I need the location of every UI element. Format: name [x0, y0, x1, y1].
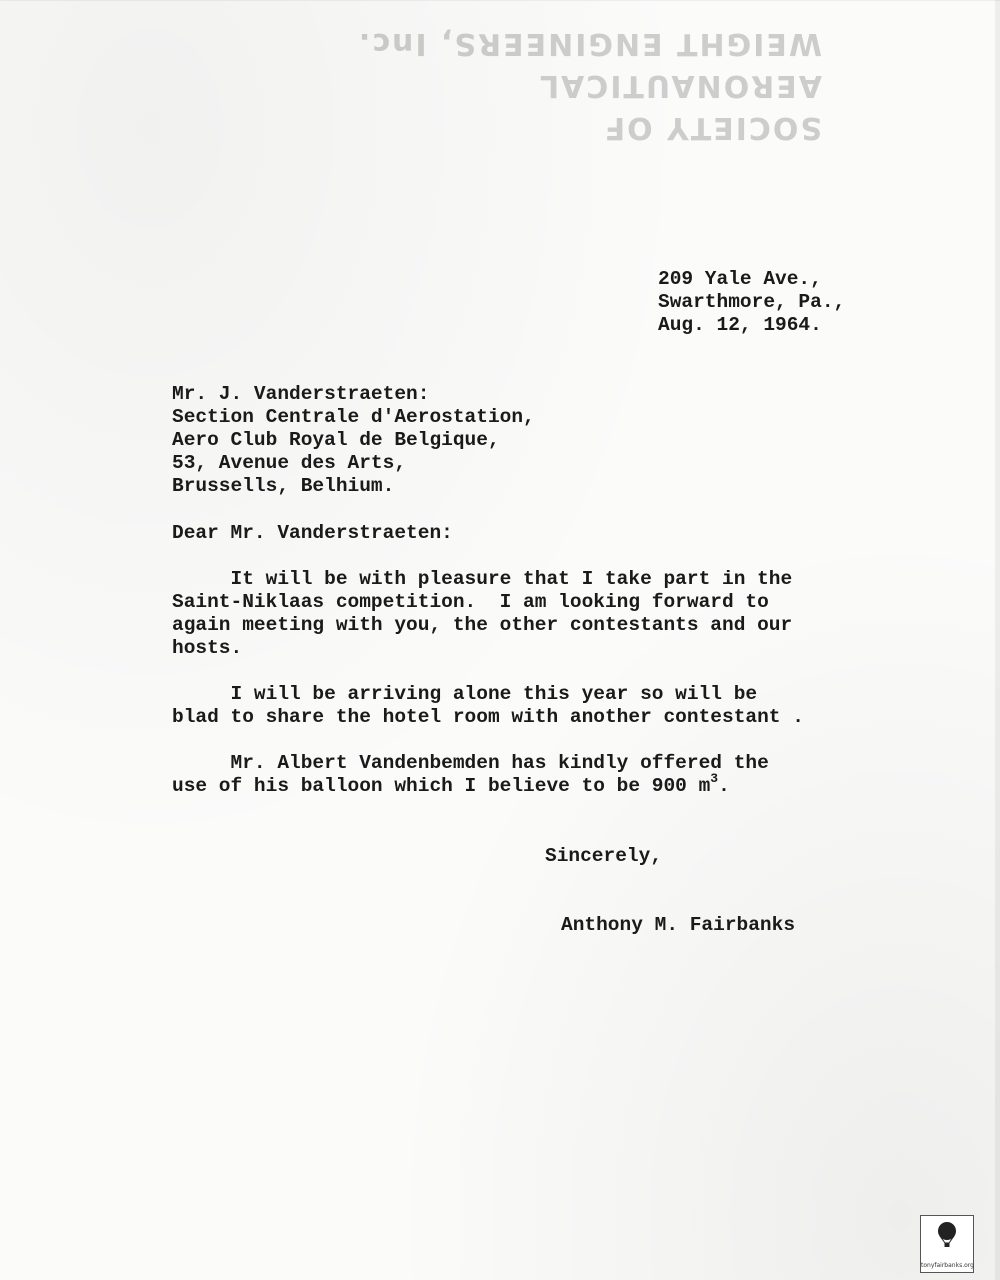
- sender-address-line: Swarthmore, Pa.,: [658, 291, 846, 313]
- balloon-icon: [935, 1221, 959, 1249]
- site-logo: [920, 1215, 974, 1273]
- body-paragraph-1: [172, 568, 792, 660]
- sender-address-line: 209 Yale Ave.,: [658, 268, 822, 290]
- watermark-line: AERONAUTICAL: [537, 68, 822, 103]
- body-line: I will be arriving alone this year so will be: [172, 683, 758, 705]
- letter-date: Aug. 12, 1964.: [658, 314, 822, 336]
- recipient-line: 53, Avenue des Arts,: [172, 452, 407, 474]
- paper-crease: [0, 0, 1000, 1]
- sender-address: [658, 268, 845, 337]
- watermark-line: WEIGHT ENGINEERS, Inc.: [356, 26, 822, 61]
- recipient-address: [172, 383, 535, 498]
- letterhead-watermark: [356, 22, 822, 148]
- paper-crease: [995, 0, 1000, 1280]
- watermark-line: SOCIETY OF: [602, 110, 822, 145]
- superscript: 3: [710, 771, 719, 786]
- body-line: [172, 771, 769, 798]
- body-paragraph-2: [172, 683, 804, 729]
- body-line: It will be with pleasure that I take part in the: [172, 568, 793, 590]
- body-line-end: .: [718, 775, 730, 797]
- signature-name: Anthony M. Fairbanks: [561, 914, 796, 936]
- recipient-line: Mr. J. Vanderstraeten:: [172, 383, 430, 405]
- body-line-text: use of his balloon which I believe to be 900 m: [172, 775, 711, 797]
- salutation: Dear Mr. Vanderstraeten:: [172, 522, 453, 544]
- recipient-line: Brussells, Belhium.: [172, 475, 395, 497]
- closing: Sincerely,: [545, 845, 663, 867]
- recipient-line: Aero Club Royal de Belgique,: [172, 429, 500, 451]
- recipient-line: Section Centrale d'Aerostation,: [172, 406, 535, 428]
- body-line: hosts.: [172, 637, 243, 659]
- body-line: blad to share the hotel room with another contestant .: [172, 706, 804, 728]
- body-line: again meeting with you, the other contestants and our: [172, 614, 793, 636]
- body-line: Mr. Albert Vandenbemden has kindly offered the: [172, 752, 769, 774]
- body-line: Saint-Niklaas competition. I am looking forward to: [172, 591, 769, 613]
- site-logo-text: tonyfairbanks.org: [921, 1262, 974, 1269]
- body-paragraph-3: [172, 752, 769, 798]
